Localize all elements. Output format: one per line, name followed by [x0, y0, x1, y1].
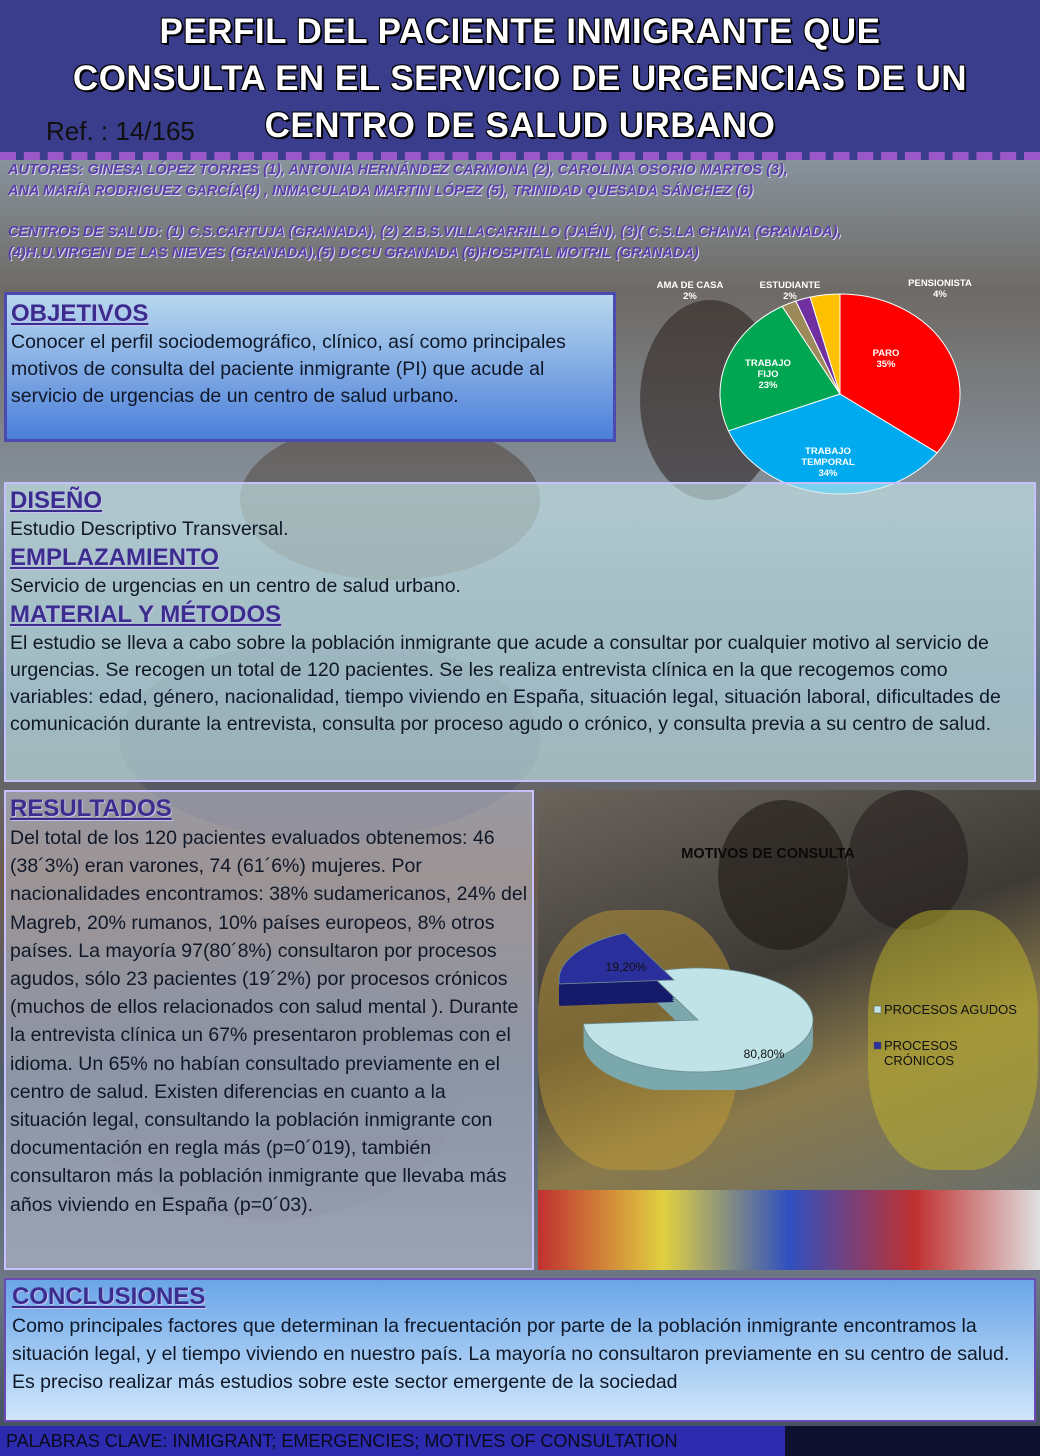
conclusiones-heading: CONCLUSIONES — [12, 1283, 206, 1310]
employment-pie-chart — [640, 276, 1040, 496]
conclusiones-text: Como principales factores que determinan la frecuentación por parte de la población inmigrante encontramos la situación legal, y el tiempo viviendo en nuestro país. La mayoría no consultaron previamente en su centro de salud. Es preciso realizar más estudios sobre este sector emergente de la sociedad — [12, 1315, 1010, 1393]
legend-label: PROCESOS CRÓNICOS — [884, 1038, 958, 1068]
objetivos-section — [4, 292, 616, 442]
legend-swatch — [874, 1042, 881, 1049]
authors-line: AUTORES: GINESA LÓPEZ TORRES (1), ANTONIA HERNÁNDEZ CARMONA (2), CAROLINA OSORIO MARTOS (3), — [8, 162, 788, 178]
pie-slice-label: AMA DE CASA 2% — [656, 280, 724, 302]
emplazamiento-heading: EMPLAZAMIENTO — [10, 544, 219, 571]
photo-shape — [538, 1190, 1040, 1270]
resultados-heading: RESULTADOS — [10, 795, 172, 822]
pie-slice-label: TRABAJO FIJO 23% — [745, 358, 791, 391]
pie-value-label: 80,80% — [743, 1047, 785, 1061]
pie-slice — [559, 933, 674, 984]
pie-value-label: 19,20% — [605, 960, 647, 974]
keywords-bar: PALABRAS CLAVE: INMIGRANT; EMERGENCIES; MOTIVES OF CONSULTATION — [0, 1426, 785, 1456]
poster-header — [0, 0, 1040, 160]
legend-label: PROCESOS AGUDOS — [884, 1002, 1017, 1017]
pie-slice-label: ESTUDIANTE 2% — [759, 280, 821, 302]
authors-block — [8, 160, 1038, 264]
objetivos-heading: OBJETIVOS — [11, 300, 149, 327]
pie-slice-label: TRABAJO TEMPORAL 34% — [801, 446, 855, 479]
resultados-text: Del total de los 120 pacientes evaluados obtenemos: 46 (38´3%) eran varones, 74 (61´6%) mujeres. Por nacionalidades encontramos: 38% sudamericanos, 24% del Magreb, 20% rumanos, 10% países europeos, 8% otros países. La mayoría 97(80´8%) consultaron por procesos agudos, sólo 23 pacientes (19´2%) por procesos crónicos (muchos de ellos relacionados con salud mental ). Durante la entrevista clínica un 67% presentaron problemas con el idioma. Un 65% no habían consultado previamente en el centro de salud. Existen diferencias en cuanto a la situación legal, consultando la población inmigrante con documentación en regla más (p=0´019), también consultaron más la población inmigrante que llevaba más años viviendo en España (p=0´03). — [10, 827, 528, 1216]
chart-title: MOTIVOS DE CONSULTA — [681, 846, 855, 862]
objetivos-text: Conocer el perfil sociodemográfico, clínico, así como principales motivos de consulta del paciente inmigrante (PI) que acude al servicio de urgencias de un centro de salud urbano. — [11, 331, 566, 407]
conclusiones-section — [4, 1278, 1036, 1422]
material-text: El estudio se lleva a cabo sobre la población inmigrante que acude a consultar por cualquier motivo al servicio de urgencias. Se recogen un total de 120 pacientes. Se les realiza entrevista clínica en la que recogemos como variables: edad, género, nacionalidad, tiempo viviendo en España, situación legal, situación laboral, dificultades de comunicación durante la entrevista, consulta por proceso agudo o crónico, y consulta previa a su centro de salud. — [10, 632, 1001, 735]
authors-line: ANA MARÍA RODRIGUEZ GARCÍA(4) , INMACULADA MARTIN LÓPEZ (5), TRINIDAD QUESADA SÁNCHEZ (6) — [8, 183, 754, 199]
emplazamiento-text: Servicio de urgencias en un centro de salud urbano. — [10, 575, 461, 597]
diseno-heading: DISEÑO — [10, 487, 103, 514]
diseno-text: Estudio Descriptivo Transversal. — [10, 518, 289, 540]
reference-number: Ref. : 14/165 — [46, 116, 195, 146]
centros-line: (4)H.U.VIRGEN DE LAS NIEVES (GRANADA),(5) DCCU GRANADA (6)HOSPITAL MOTRIL (GRANADA) — [8, 245, 699, 261]
poster-title: PERFIL DEL PACIENTE INMIGRANTE QUE CONSULTA EN EL SERVICIO DE URGENCIAS DE UN CENTRO DE SALUD URBANO — [72, 12, 968, 145]
material-heading: MATERIAL Y MÉTODOS — [10, 601, 282, 628]
motivos-pie-chart — [538, 830, 1038, 1090]
diseno-section — [4, 482, 1036, 782]
legend-swatch — [874, 1006, 881, 1013]
pie-slice-label: PENSIONISTA 4% — [908, 278, 972, 300]
resultados-section — [4, 790, 534, 1270]
pie-slice-label: PARO 35% — [872, 348, 900, 370]
keywords-bar-end — [785, 1426, 1040, 1456]
centros-line: CENTROS DE SALUD: (1) C.S.CARTUJA (GRANADA), (2) Z.B.S.VILLACARRILLO (JAÉN), (3)( C.S.LA CHANA (GRANADA), — [8, 224, 842, 240]
